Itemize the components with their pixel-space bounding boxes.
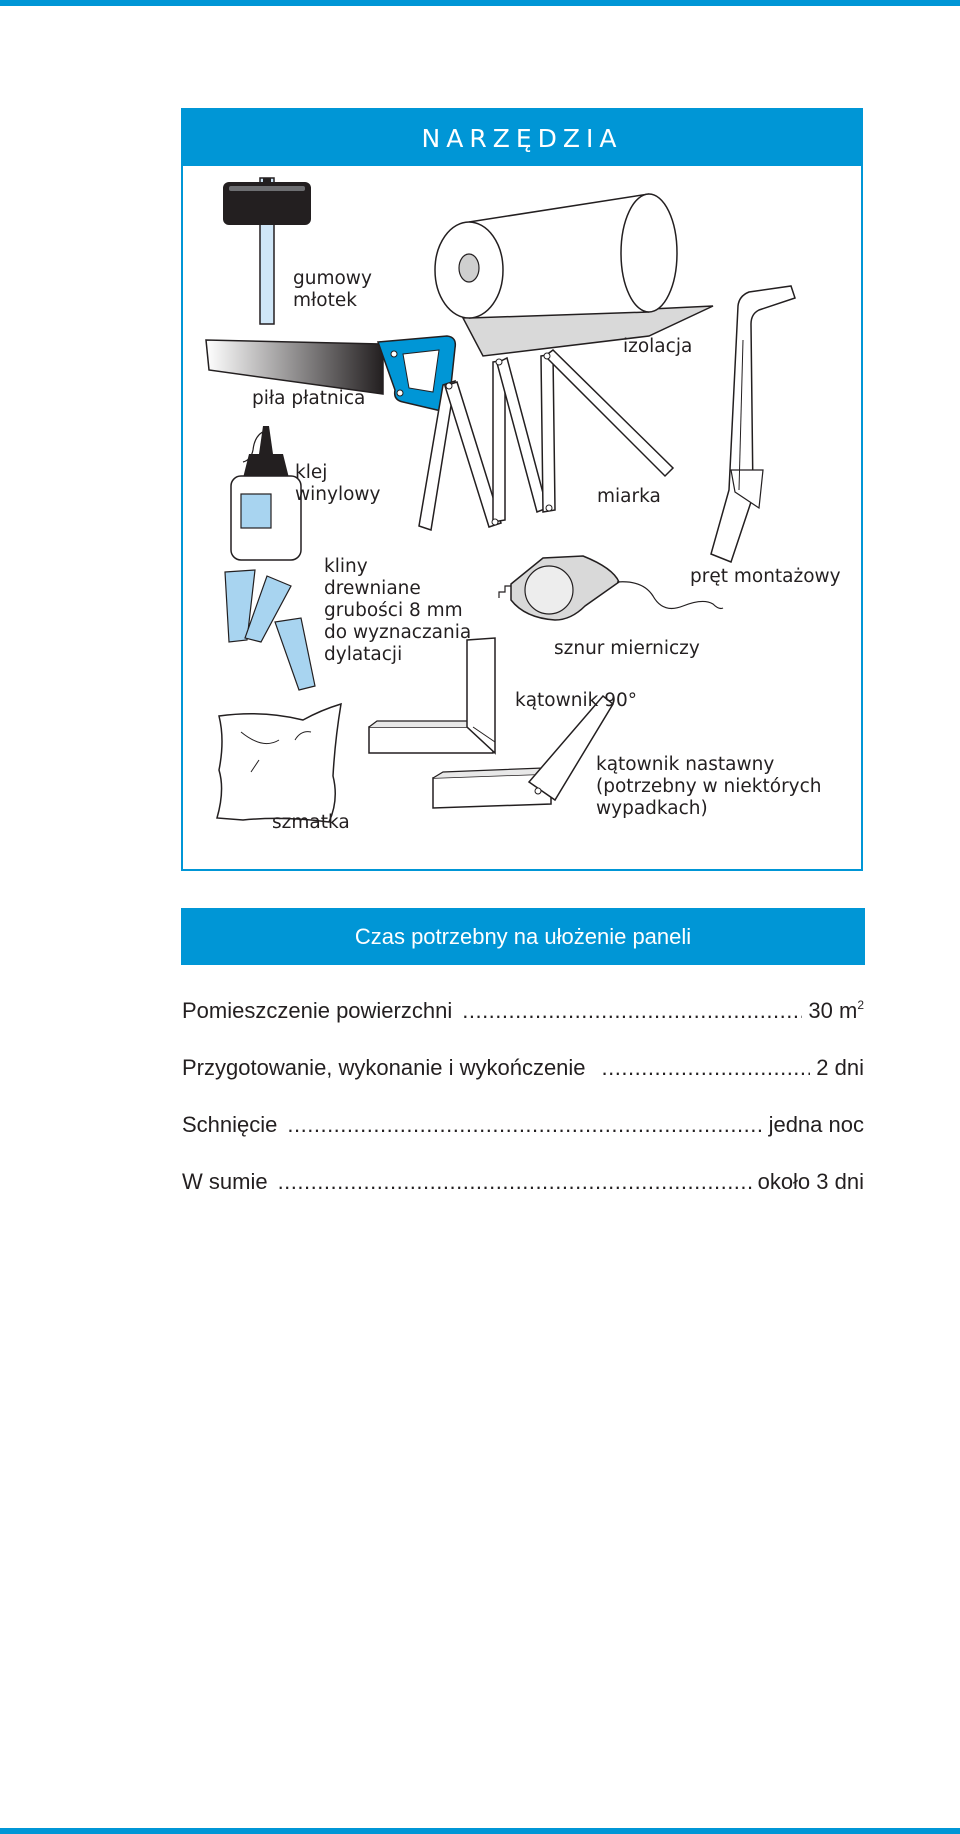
time-row-label: Pomieszczenie powierzchni bbox=[182, 998, 453, 1023]
cloth-icon bbox=[217, 704, 341, 822]
leader-dots bbox=[278, 1169, 752, 1195]
time-row-value: 2 dni bbox=[816, 1055, 864, 1080]
pry-bar-icon bbox=[711, 286, 795, 562]
glue-bottle-icon bbox=[231, 426, 301, 560]
time-row-value bbox=[808, 998, 864, 1024]
tool-label-saw: piła płatnica bbox=[252, 388, 366, 409]
time-row-label: Schnięcie bbox=[182, 1112, 278, 1137]
tool-label-glue: klej winylowy bbox=[295, 462, 381, 505]
tool-label-square: kątownik 90° bbox=[515, 690, 638, 711]
tool-label-folding-rule: miarka bbox=[597, 486, 661, 507]
time-row-value: około 3 dni bbox=[757, 1169, 864, 1194]
bottom-accent-rule bbox=[0, 1828, 960, 1834]
squared-superscript: 2 bbox=[857, 998, 864, 1012]
tool-label-bevel: kątownik nastawny (potrzebny w niektórych wypadkach) bbox=[596, 754, 822, 819]
tool-label-insulation: izolacja bbox=[623, 336, 693, 357]
time-section-title: Czas potrzebny na ułożenie paneli bbox=[181, 908, 865, 965]
tool-label-mallet: gumowy młotek bbox=[293, 268, 372, 311]
tool-label-pry-bar: pręt montażowy bbox=[690, 566, 841, 587]
time-row-drying bbox=[182, 1112, 864, 1142]
tool-label-cloth: szmatka bbox=[272, 812, 350, 833]
leader-dots bbox=[602, 1055, 811, 1081]
leader-dots bbox=[287, 1112, 762, 1138]
time-row-label: W sumie bbox=[182, 1169, 268, 1194]
tool-label-wedges: kliny drewniane grubości 8 mm do wyznaczania dylatacji bbox=[324, 556, 472, 665]
top-accent-rule bbox=[0, 0, 960, 6]
leader-dots bbox=[462, 998, 802, 1024]
time-row-preparation bbox=[182, 1055, 864, 1085]
time-row-area bbox=[182, 998, 864, 1028]
time-row-total bbox=[182, 1169, 864, 1199]
time-row-value-text: 30 m bbox=[808, 998, 858, 1023]
tool-label-chalk-line: sznur mierniczy bbox=[554, 638, 700, 659]
tools-title: NARZĘDZIA bbox=[183, 110, 861, 166]
time-row-label: Przygotowanie, wykonanie i wykończenie bbox=[182, 1055, 586, 1080]
insulation-roll-icon bbox=[435, 194, 713, 356]
wooden-wedges-icon bbox=[225, 570, 315, 690]
tools-panel bbox=[181, 108, 863, 871]
time-row-value: jedna noc bbox=[768, 1112, 864, 1137]
